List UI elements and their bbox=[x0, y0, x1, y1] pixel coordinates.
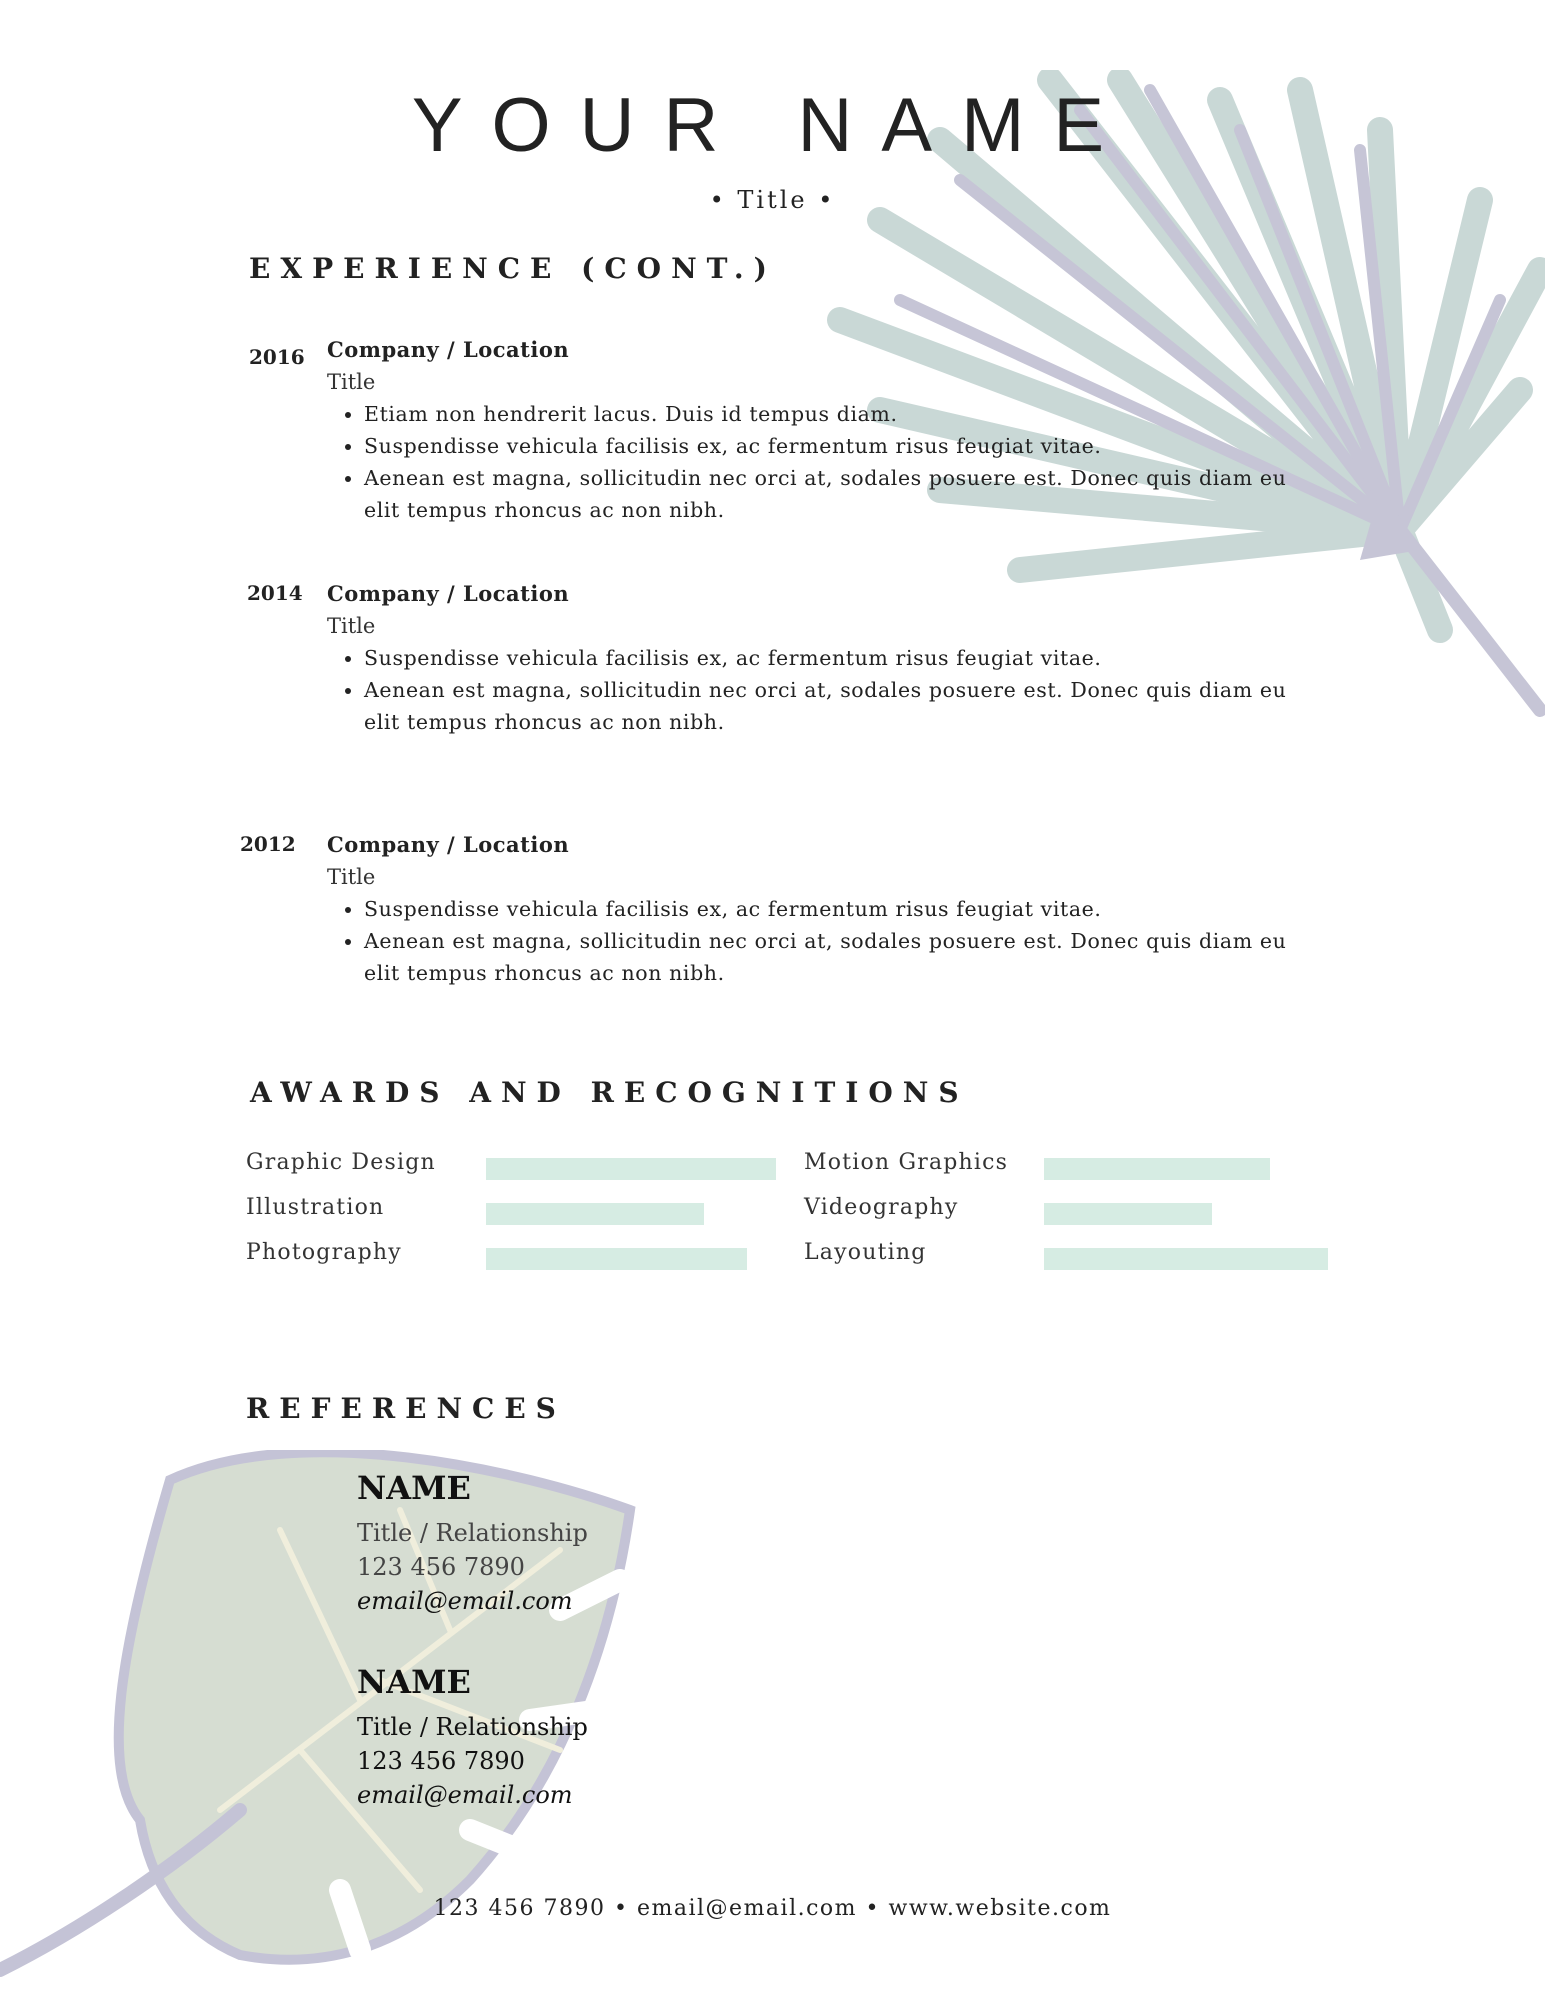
award-label: Motion Graphics bbox=[804, 1150, 1009, 1175]
award-label: Illustration bbox=[246, 1195, 385, 1220]
entry-company: Company / Location bbox=[327, 581, 570, 606]
resume-name: YOUR NAME bbox=[411, 83, 1134, 168]
entry-title: Title bbox=[327, 614, 376, 638]
entry-bullets bbox=[327, 893, 1302, 989]
award-bar-fill bbox=[1044, 1158, 1270, 1180]
award-bar-fill bbox=[486, 1248, 747, 1270]
award-bar-fill bbox=[486, 1158, 776, 1180]
entry-bullets bbox=[327, 398, 1302, 526]
reference-email: email@email.com bbox=[357, 1587, 573, 1615]
award-bar-fill bbox=[1044, 1248, 1328, 1270]
awards-heading: AWARDS AND RECOGNITIONS bbox=[250, 1076, 969, 1109]
entry-bullet: • Aenean est magna, sollicitudin nec orci at, sodales posuere est. Donec quis diam eu elit tempus rhoncus ac non nibh. bbox=[364, 925, 1302, 989]
award-bar-fill bbox=[486, 1203, 704, 1225]
entry-bullet: • Etiam non hendrerit lacus. Duis id tempus diam. bbox=[364, 398, 1302, 430]
entry-title: Title bbox=[327, 370, 376, 394]
reference-relationship: Title / Relationship bbox=[357, 1713, 588, 1741]
award-row bbox=[246, 1150, 806, 1184]
award-bar-fill bbox=[1044, 1203, 1212, 1225]
entry-year: 2016 bbox=[249, 345, 305, 369]
entry-year: 2012 bbox=[240, 832, 296, 856]
award-bar-track bbox=[486, 1203, 776, 1225]
entry-company: Company / Location bbox=[327, 832, 570, 857]
reference-email: email@email.com bbox=[357, 1781, 573, 1809]
footer-contact: 123 456 7890 • email@email.com • www.website.com bbox=[433, 1896, 1112, 1921]
entry-company: Company / Location bbox=[327, 337, 570, 362]
award-bar-track bbox=[486, 1158, 776, 1180]
award-row bbox=[804, 1195, 1364, 1229]
entry-year: 2014 bbox=[247, 581, 303, 605]
reference-entry bbox=[357, 1466, 757, 1618]
award-bar-track bbox=[1044, 1248, 1334, 1270]
award-label: Graphic Design bbox=[246, 1150, 436, 1175]
award-row bbox=[246, 1240, 806, 1274]
entry-bullet: • Suspendisse vehicula facilisis ex, ac fermentum risus feugiat vitae. bbox=[364, 642, 1302, 674]
reference-entry bbox=[357, 1660, 757, 1812]
award-label: Layouting bbox=[804, 1240, 927, 1265]
entry-title: Title bbox=[327, 865, 376, 889]
reference-phone: 123 456 7890 bbox=[357, 1747, 525, 1775]
award-row bbox=[804, 1150, 1364, 1184]
award-bar-track bbox=[1044, 1203, 1334, 1225]
reference-name: NAME bbox=[357, 1469, 471, 1507]
references-heading: REFERENCES bbox=[246, 1392, 566, 1425]
award-label: Videography bbox=[804, 1195, 959, 1220]
reference-phone: 123 456 7890 bbox=[357, 1553, 525, 1581]
entry-bullet: • Aenean est magna, sollicitudin nec orci at, sodales posuere est. Donec quis diam eu elit tempus rhoncus ac non nibh. bbox=[364, 674, 1302, 738]
resume-subtitle: • Title • bbox=[709, 186, 836, 214]
award-bar-track bbox=[486, 1248, 776, 1270]
award-row bbox=[246, 1195, 806, 1229]
reference-relationship: Title / Relationship bbox=[357, 1519, 588, 1547]
award-bar-track bbox=[1044, 1158, 1334, 1180]
award-row bbox=[804, 1240, 1364, 1274]
entry-bullet: • Aenean est magna, sollicitudin nec orci at, sodales posuere est. Donec quis diam eu elit tempus rhoncus ac non nibh. bbox=[364, 462, 1302, 526]
experience-heading: EXPERIENCE (CONT.) bbox=[249, 252, 777, 285]
entry-bullets bbox=[327, 642, 1302, 738]
entry-bullet: • Suspendisse vehicula facilisis ex, ac fermentum risus feugiat vitae. bbox=[364, 893, 1302, 925]
award-label: Photography bbox=[246, 1240, 402, 1265]
reference-name: NAME bbox=[357, 1663, 471, 1701]
entry-bullet: • Suspendisse vehicula facilisis ex, ac fermentum risus feugiat vitae. bbox=[364, 430, 1302, 462]
